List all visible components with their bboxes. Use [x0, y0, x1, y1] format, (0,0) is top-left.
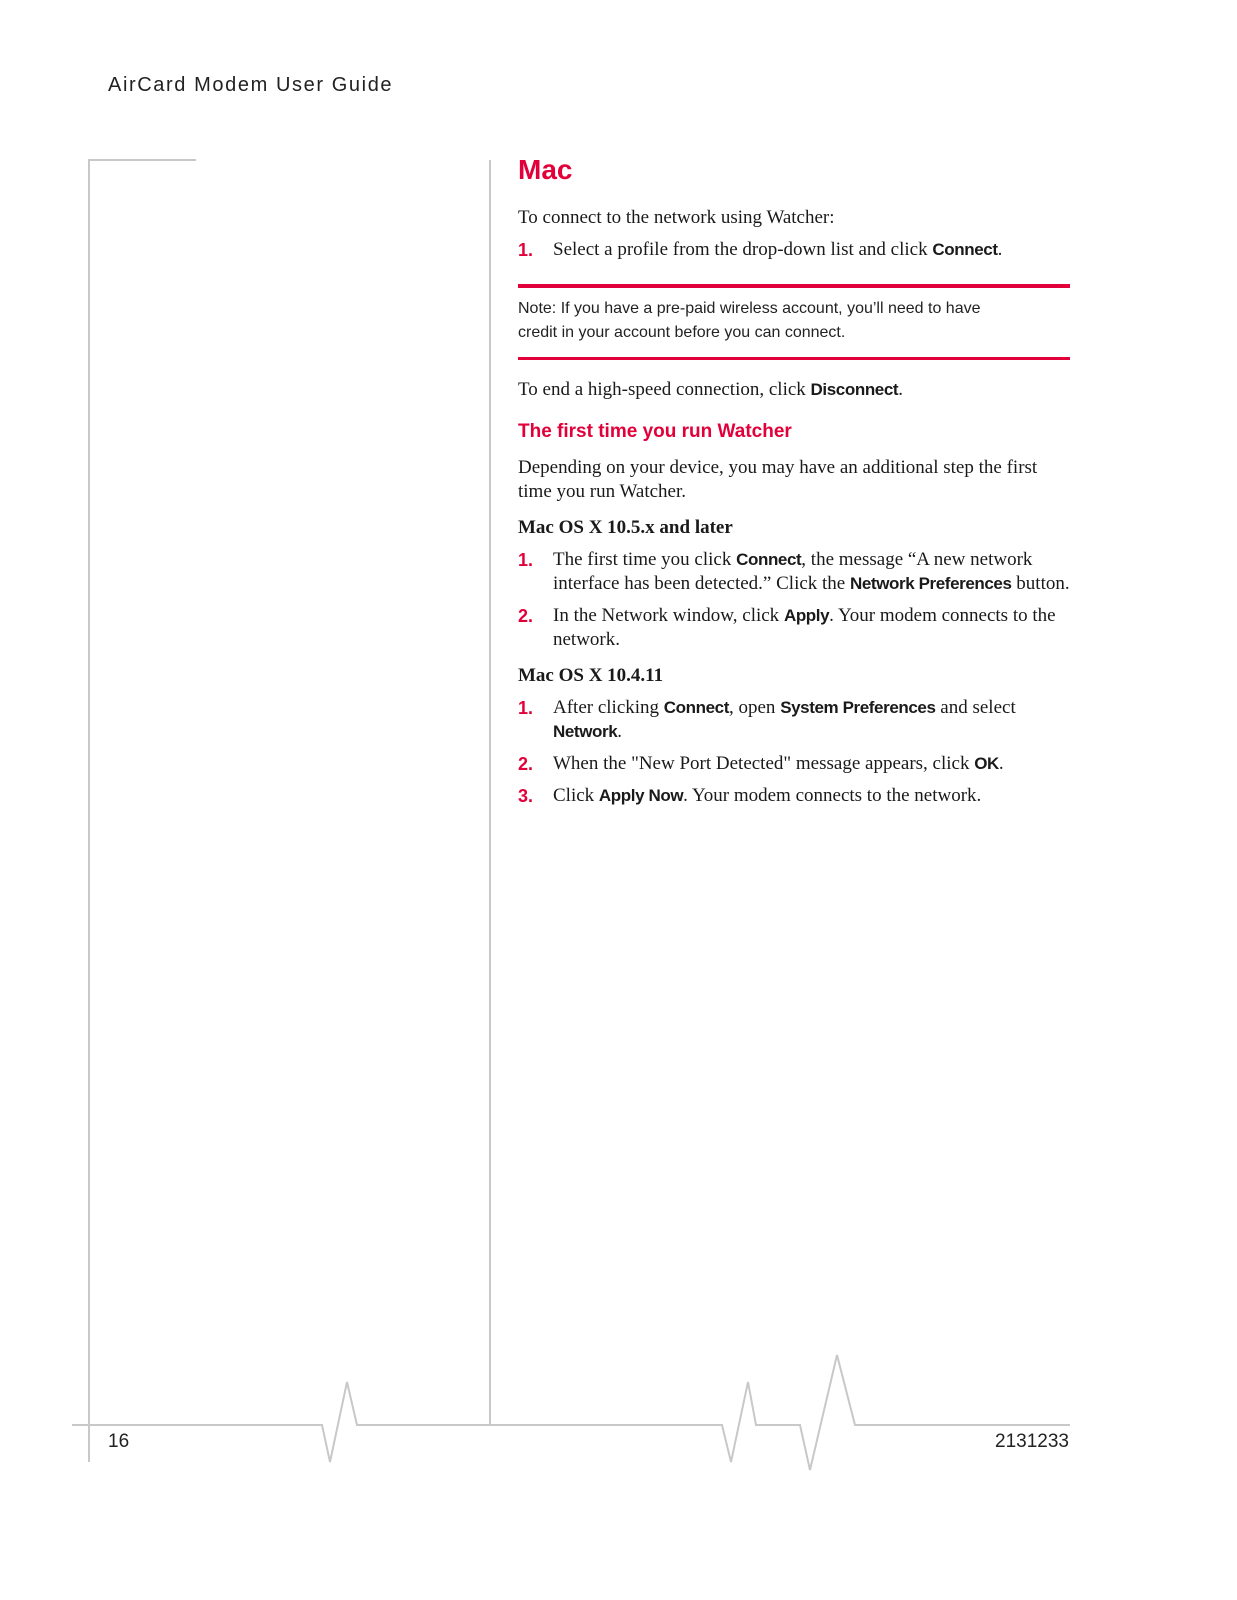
left-margin-line	[89, 160, 196, 1462]
list-item	[518, 784, 1070, 808]
note-box	[518, 284, 1070, 360]
step-text: After clicking Connect, open System Preferences and select Network.	[553, 697, 1016, 742]
disconnect-text: To end a high-speed connection, click Disconnect.	[518, 379, 903, 400]
footer-heartbeat-line	[72, 1355, 1070, 1470]
page-number: 16	[108, 1431, 130, 1452]
ui-term-system-preferences: System Preferences	[780, 698, 936, 717]
ui-term-connect: Connect	[932, 240, 998, 259]
step-number: 2.	[518, 606, 534, 626]
step-number: 2.	[518, 754, 534, 774]
ui-term-network: Network	[553, 722, 618, 741]
list-item	[518, 696, 1070, 744]
step-text: Select a profile from the drop-down list and click Connect.	[553, 239, 1003, 260]
list-item	[518, 752, 1070, 776]
list-item	[518, 548, 1070, 596]
main-content	[518, 150, 1070, 816]
running-header: AirCard Modem User Guide	[108, 74, 394, 96]
step-text: Click Apply Now. Your modem connects to the network.	[553, 785, 982, 806]
note-line-1: Note: If you have a pre-paid wireless account, you’ll need to have	[518, 300, 981, 317]
step-text: In the Network window, click Apply. Your modem connects to the network.	[553, 605, 1056, 650]
step-number: 1.	[518, 550, 534, 570]
list-item	[518, 238, 1070, 262]
ui-term-disconnect: Disconnect	[810, 380, 899, 399]
ui-term-apply-now: Apply Now	[598, 786, 684, 805]
first-time-heading: The first time you run Watcher	[518, 421, 792, 442]
note-line-2: credit in your account before you can connect.	[518, 324, 846, 341]
section-title: Mac	[518, 154, 573, 185]
ui-term-ok: OK	[974, 754, 999, 773]
step-number: 1.	[518, 698, 534, 718]
step-text: The first time you click Connect, the message “A new network interface has been detected.” Click the Network Preferences button.	[553, 549, 1070, 594]
step-number: 1.	[518, 240, 534, 260]
ui-term-connect: Connect	[663, 698, 729, 717]
document-number: 2131233	[995, 1431, 1069, 1452]
os-104-heading: Mac OS X 10.4.11	[518, 665, 664, 686]
step-text: When the "New Port Detected" message appears, click OK.	[553, 753, 1004, 774]
intro-text: To connect to the network using Watcher:	[518, 207, 835, 228]
list-item	[518, 604, 1070, 652]
ui-term-connect: Connect	[736, 550, 802, 569]
ui-term-apply: Apply	[783, 606, 830, 625]
os-105-heading: Mac OS X 10.5.x and later	[518, 517, 733, 538]
first-time-text: Depending on your device, you may have an additional step the first time you run Watcher.	[518, 457, 1038, 502]
ui-term-network-preferences: Network Preferences	[850, 574, 1012, 593]
step-number: 3.	[518, 786, 534, 806]
